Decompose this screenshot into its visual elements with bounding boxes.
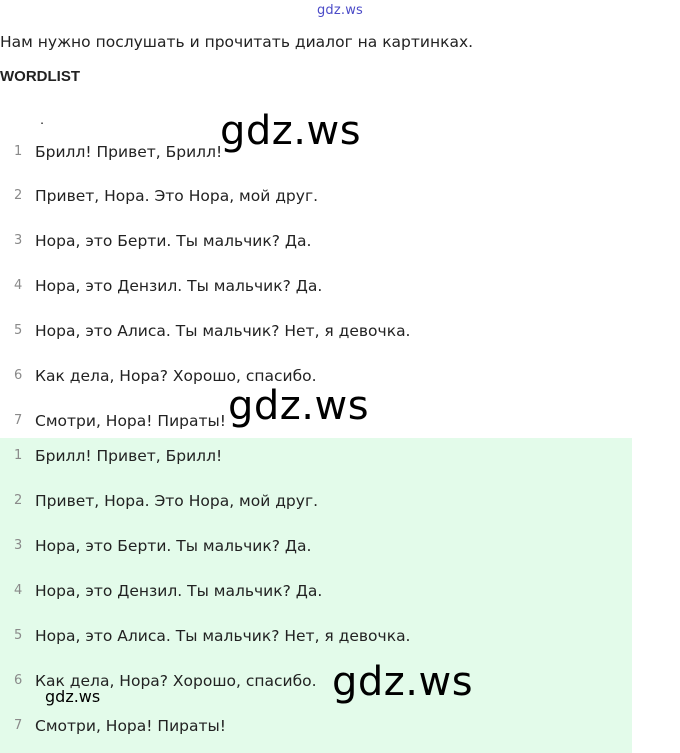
wordlist-heading: WORDLIST (0, 68, 80, 85)
line-number: 3 (14, 233, 23, 248)
line-text: Нора, это Алиса. Ты мальчик? Нет, я девочка. (35, 627, 411, 645)
line-number: 4 (14, 583, 23, 598)
watermark-overlay: gdz.ws (332, 659, 474, 705)
line-text: Смотри, Нора! Пираты! (35, 717, 226, 735)
line-number: 6 (14, 673, 23, 688)
line-text: Нора, это Дензил. Ты мальчик? Да. (35, 277, 323, 295)
line-text: Смотри, Нора! Пираты! (35, 412, 226, 430)
line-text: Привет, Нора. Это Нора, мой друг. (35, 187, 319, 205)
line-text: Нора, это Берти. Ты мальчик? Да. (35, 232, 312, 250)
line-number: 1 (14, 448, 23, 463)
watermark-overlay-small: gdz.ws (45, 687, 101, 706)
line-text: Как дела, Нора? Хорошо, спасибо. (35, 367, 317, 385)
line-text: Нора, это Алиса. Ты мальчик? Нет, я девочка. (35, 322, 411, 340)
line-number: 5 (14, 323, 23, 338)
line-number: 7 (14, 718, 23, 733)
line-number: 2 (14, 188, 23, 203)
line-number: 7 (14, 413, 23, 428)
watermark-overlay: gdz.ws (228, 383, 370, 429)
line-text: Брилл! Привет, Брилл! (35, 143, 223, 161)
top-watermark: gdz.ws (316, 3, 364, 18)
watermark-overlay: gdz.ws (220, 108, 362, 154)
line-text: Нора, это Дензил. Ты мальчик? Да. (35, 582, 323, 600)
line-number: 5 (14, 628, 23, 643)
line-text: Брилл! Привет, Брилл! (35, 447, 223, 465)
line-number: 4 (14, 278, 23, 293)
line-text: Как дела, Нора? Хорошо, спасибо. (35, 672, 317, 690)
line-number: 1 (14, 144, 23, 159)
line-number: 2 (14, 493, 23, 508)
line-number: 6 (14, 368, 23, 383)
line-text: Нора, это Берти. Ты мальчик? Да. (35, 537, 312, 555)
line-text: Привет, Нора. Это Нора, мой друг. (35, 492, 319, 510)
intro-text: Нам нужно послушать и прочитать диалог на картинках. (0, 33, 474, 51)
line-number: 3 (14, 538, 23, 553)
